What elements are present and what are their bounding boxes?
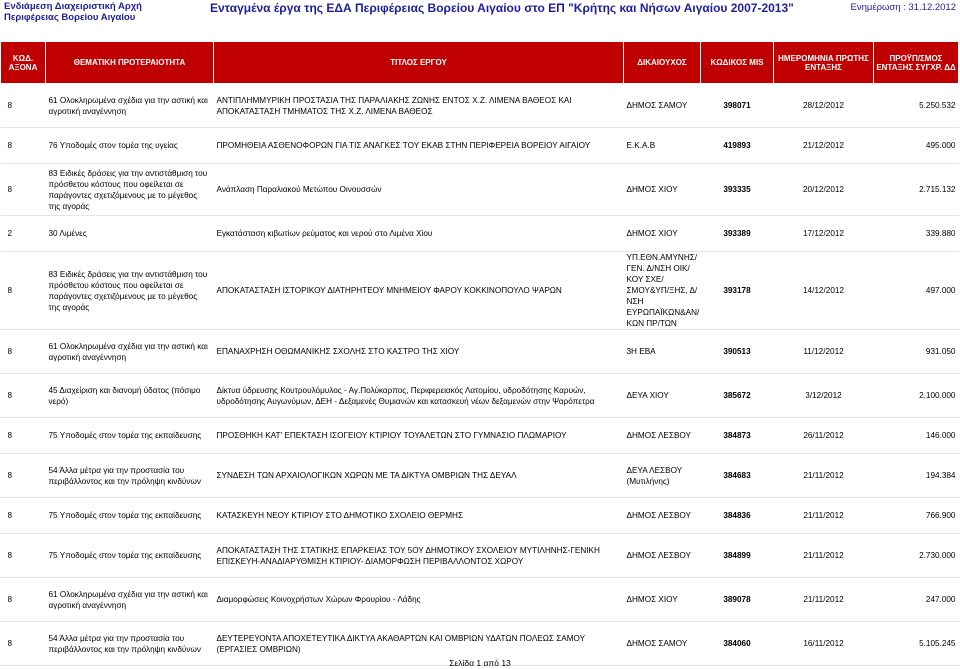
- cell-date: 21/11/2012: [774, 534, 874, 578]
- table-row: [1, 578, 959, 622]
- cell-beneficiary: ΔΗΜΟΣ ΛΕΣΒΟΥ: [624, 498, 701, 534]
- cell-date: 11/12/2012: [774, 330, 874, 374]
- cell-budget: 495.000: [874, 128, 959, 164]
- cell-budget: 2.730.000: [874, 534, 959, 578]
- cell-mis: 384060: [701, 622, 774, 666]
- cell-title: ΑΠΟΚΑΤΑΣΤΑΣΗ ΙΣΤΟΡΙΚΟΥ ΔΙΑΤΗΡΗΤΕΟΥ ΜΝΗΜΕΙΟΥ ΦΑΡΟΥ ΚΟΚΚΙΝΟΠΟΥΛΟ ΨΑΡΩΝ: [214, 252, 624, 330]
- table-row: [1, 534, 959, 578]
- cell-date: 21/11/2012: [774, 578, 874, 622]
- cell-beneficiary: 3Η ΕΒΑ: [624, 330, 701, 374]
- organization-name: [4, 1, 142, 23]
- table-row: [1, 164, 959, 216]
- cell-axis: 8: [1, 498, 46, 534]
- cell-mis: 384683: [701, 454, 774, 498]
- cell-title: ΕΠΑΝΑΧΡΗΣΗ ΟΘΩΜΑΝΙΚΗΣ ΣΧΟΛΗΣ ΣΤΟ ΚΑΣΤΡΟ ΤΗΣ ΧΙΟΥ: [214, 330, 624, 374]
- cell-priority: 61 Ολοκληρωμένα σχέδια για την αστική και αγροτική αναγέννηση: [46, 330, 214, 374]
- col-budget: ΠΡΟΫΠ/ΣΜΟΣ ΕΝΤΑΞΗΣ ΣΥΓΧΡ. ΔΔ: [874, 42, 959, 84]
- cell-budget: 247.000: [874, 578, 959, 622]
- table-row: [1, 84, 959, 128]
- cell-priority: 75 Υποδομές στον τομέα της εκπαίδευσης: [46, 418, 214, 454]
- cell-date: 21/11/2012: [774, 498, 874, 534]
- col-title: ΤΙΤΛΟΣ ΕΡΓΟΥ: [214, 42, 624, 84]
- table-row: [1, 418, 959, 454]
- table-row: [1, 498, 959, 534]
- cell-date: 20/12/2012: [774, 164, 874, 216]
- cell-axis: 8: [1, 374, 46, 418]
- cell-date: 17/12/2012: [774, 216, 874, 252]
- cell-priority: 61 Ολοκληρωμένα σχέδια για την αστική και αγροτική αναγέννηση: [46, 84, 214, 128]
- cell-axis: 8: [1, 330, 46, 374]
- cell-title: ΠΡΟΜΗΘΕΙΑ ΑΣΘΕΝΟΦΟΡΩΝ ΓΙΑ ΤΙΣ ΑΝΑΓΚΕΣ ΤΟΥ ΕΚΑΒ ΣΤΗΝ ΠΕΡΙΦΕΡΕΙΑ ΒΟΡΕΙΟΥ ΑΙΓΑΙΟΥ: [214, 128, 624, 164]
- cell-mis: 393389: [701, 216, 774, 252]
- cell-beneficiary: ΔΕΥΑ ΧΙΟΥ: [624, 374, 701, 418]
- col-priority: ΘΕΜΑΤΙΚΗ ΠΡΟΤΕΡΑΙΟΤΗΤΑ: [46, 42, 214, 84]
- cell-date: 14/12/2012: [774, 252, 874, 330]
- cell-axis: 8: [1, 622, 46, 666]
- cell-priority: 75 Υποδομές στον τομέα της εκπαίδευσης: [46, 534, 214, 578]
- table-body: [1, 84, 959, 666]
- cell-mis: 385672: [701, 374, 774, 418]
- cell-title: ΑΠΟΚΑΤΑΣΤΑΣΗ ΤΗΣ ΣΤΑΤΙΚΗΣ ΕΠΑΡΚΕΙΑΣ ΤΟΥ 5ΟΥ ΔΗΜΟΤΙΚΟΥ ΣΧΟΛΕΙΟΥ ΜΥΤΙΛΗΝΗΣ-ΓΕΝΙΚΗ ΕΠΙΣΚΕΥΗ-ΑΝΑΔΙΑΡΥΘΜΙΣΗ ΚΤΙΡΙΟΥ- ΔΙΑΜΟΡΦΩΣΗ ΠΕΡΙΒΑΛΛΟΝΤΟΣ ΧΩΡΟΥ: [214, 534, 624, 578]
- cell-axis: 8: [1, 534, 46, 578]
- page-footer: Σελίδα 1 από 13: [449, 658, 511, 668]
- cell-priority: 61 Ολοκληρωμένα σχέδια για την αστική και αγροτική αναγέννηση: [46, 578, 214, 622]
- cell-priority: 83 Ειδικές δράσεις για την αντιστάθμιση του πρόσθετου κόστους που οφείλεται σε παράγοντες σχετιζόμενους με το μέγεθος της αγοράς: [46, 252, 214, 330]
- cell-budget: 5.105.245: [874, 622, 959, 666]
- cell-title: ΔΕΥΤΕΡΕΥΟΝΤΑ ΑΠΟΧΕΤΕΥΤΙΚΑ ΔΙΚΤΥΑ ΑΚΑΘΑΡΤΩΝ ΚΑΙ ΟΜΒΡΙΩΝ ΥΔΑΤΩΝ ΠΟΛΕΩΣ ΣΑΜΟΥ (ΕΡΓΑΣΙΕΣ ΟΜΒΡΙΩΝ): [214, 622, 624, 666]
- table-row: [1, 252, 959, 330]
- page-title: Ενταγμένα έργα της ΕΔΑ Περιφέρειας Βορείου Αιγαίου στο ΕΠ "Κρήτης και Νήσων Αιγαίου 2007-2013": [210, 1, 794, 15]
- cell-mis: 398071: [701, 84, 774, 128]
- cell-title: Ανάπλαση Παραλιακού Μετώπου Οινουσσών: [214, 164, 624, 216]
- cell-title: Δίκτυα ύδρευσης Κουτρουλόμυλος - Αγ.Πολύκαρπος, Περιφερειακός Λατομίου, υδροδότησης Καρυών, υδροδότησης Αυγωνύμων, ΔΕΗ - Δεξαμενές Θυμιανών και κατασκευή νέων δεξαμενών στην Ψαρόπετρα: [214, 374, 624, 418]
- cell-axis: 8: [1, 418, 46, 454]
- cell-budget: 146.000: [874, 418, 959, 454]
- table-row: [1, 128, 959, 164]
- cell-beneficiary: ΔΗΜΟΣ ΛΕΣΒΟΥ: [624, 418, 701, 454]
- table-row: [1, 216, 959, 252]
- cell-priority: 45 Διαχείριση και διανομή ύδατος (πόσιμο νερό): [46, 374, 214, 418]
- cell-beneficiary: Ε.Κ.Α.Β: [624, 128, 701, 164]
- cell-beneficiary: ΔΗΜΟΣ ΣΑΜΟΥ: [624, 622, 701, 666]
- cell-mis: 393178: [701, 252, 774, 330]
- cell-beneficiary: ΥΠ.ΕΘΝ.ΑΜΥΝΗΣ/ΓΕΝ. Δ/ΝΣΗ ΟΙΚ/ΚΟΥ ΣΧΕ/ΣΜΟΥ&ΥΠ/ΞΗΣ, Δ/ΝΣΗ ΕΥΡΩΠΑΪΚΩΝ&ΑΝ/ΚΩΝ ΠΡ/ΤΩΝ: [624, 252, 701, 330]
- cell-priority: 75 Υποδομές στον τομέα της εκπαίδευσης: [46, 498, 214, 534]
- cell-date: 28/12/2012: [774, 84, 874, 128]
- cell-mis: 384873: [701, 418, 774, 454]
- cell-axis: 8: [1, 252, 46, 330]
- col-axis: ΚΩΔ. ΑΞΟΝΑ: [1, 42, 46, 84]
- cell-axis: 8: [1, 454, 46, 498]
- table-row: [1, 374, 959, 418]
- table-row: [1, 330, 959, 374]
- cell-mis: 384836: [701, 498, 774, 534]
- table-header-row: [1, 42, 959, 84]
- cell-axis: 8: [1, 128, 46, 164]
- org-line-2: Περιφέρειας Βορείου Αιγαίου: [4, 12, 136, 23]
- cell-axis: 2: [1, 216, 46, 252]
- cell-mis: 389078: [701, 578, 774, 622]
- cell-beneficiary: ΔΗΜΟΣ ΛΕΣΒΟΥ: [624, 534, 701, 578]
- table-row: [1, 454, 959, 498]
- cell-axis: 8: [1, 578, 46, 622]
- cell-title: ΚΑΤΑΣΚΕΥΗ ΝΕΟΥ ΚΤΙΡΙΟΥ ΣΤΟ ΔΗΜΟΤΙΚΟ ΣΧΟΛΕΙΟ ΘΕΡΜΗΣ: [214, 498, 624, 534]
- cell-mis: 419893: [701, 128, 774, 164]
- cell-budget: 339.880: [874, 216, 959, 252]
- cell-budget: 5.250.532: [874, 84, 959, 128]
- cell-budget: 2.100.000: [874, 374, 959, 418]
- cell-beneficiary: ΔΗΜΟΣ ΧΙΟΥ: [624, 216, 701, 252]
- cell-budget: 931.050: [874, 330, 959, 374]
- cell-axis: 8: [1, 164, 46, 216]
- cell-axis: 8: [1, 84, 46, 128]
- cell-priority: 76 Υποδομές στον τομέα της υγείας: [46, 128, 214, 164]
- cell-date: 21/12/2012: [774, 128, 874, 164]
- cell-date: 21/11/2012: [774, 454, 874, 498]
- col-date: ΗΜΕΡΟΜΗΝΙΑ ΠΡΩΤΗΣ ΕΝΤΑΞΗΣ: [774, 42, 874, 84]
- cell-mis: 384899: [701, 534, 774, 578]
- cell-priority: 30 Λιμένες: [46, 216, 214, 252]
- cell-beneficiary: ΔΗΜΟΣ ΣΑΜΟΥ: [624, 84, 701, 128]
- cell-title: ΑΝΤΙΠΛΗΜΜΥΡΙΚΗ ΠΡΟΣΤΑΣΙΑ ΤΗΣ ΠΑΡΑΛΙΑΚΗΣ ΖΩΝΗΣ ΕΝΤΟΣ Χ.Ζ. ΛΙΜΕΝΑ ΒΑΘΕΟΣ ΚΑΙ ΑΠΟΚΑΤΑΣΤΑΣΗ ΤΜΗΜΑΤΟΣ ΤΗΣ Χ.Ζ. ΛΙΜΕΝΑ ΒΑΘΕΟΣ: [214, 84, 624, 128]
- projects-table: [0, 41, 959, 666]
- org-line-1: Ενδιάμεση Διαχειριστική Αρχή: [4, 1, 142, 12]
- col-beneficiary: ΔΙΚΑΙΟΥΧΟΣ: [624, 42, 701, 84]
- cell-beneficiary: ΔΗΜΟΣ ΧΙΟΥ: [624, 164, 701, 216]
- cell-budget: 497.000: [874, 252, 959, 330]
- cell-title: ΣΥΝΔΕΣΗ ΤΩΝ ΑΡΧΑΙΟΛΟΓΙΚΩΝ ΧΩΡΩΝ ΜΕ ΤΑ ΔΙΚΤΥΑ ΟΜΒΡΙΩΝ ΤΗΣ ΔΕΥΑΛ: [214, 454, 624, 498]
- cell-title: Εγκατάσταση κιβωτίων ρεύματος και νερού στο Λιμένα Χίου: [214, 216, 624, 252]
- cell-mis: 390513: [701, 330, 774, 374]
- cell-priority: 83 Ειδικές δράσεις για την αντιστάθμιση του πρόσθετου κόστους που οφείλεται σε παράγοντες σχετιζόμενους με το μέγεθος της αγοράς: [46, 164, 214, 216]
- cell-priority: 54 Άλλα μέτρα για την προστασία του περιβάλλοντος και την πρόληψη κινδύνων: [46, 454, 214, 498]
- cell-priority: 54 Άλλα μέτρα για την προστασία του περιβάλλοντος και την πρόληψη κινδύνων: [46, 622, 214, 666]
- cell-budget: 2.715.132: [874, 164, 959, 216]
- cell-beneficiary: ΔΕΥΑ ΛΕΣΒΟΥ (Μυτιλήνης): [624, 454, 701, 498]
- cell-date: 26/11/2012: [774, 418, 874, 454]
- cell-budget: 194.384: [874, 454, 959, 498]
- cell-budget: 766.900: [874, 498, 959, 534]
- cell-date: 16/11/2012: [774, 622, 874, 666]
- cell-date: 3/12/2012: [774, 374, 874, 418]
- cell-beneficiary: ΔΗΜΟΣ ΧΙΟΥ: [624, 578, 701, 622]
- cell-title: ΠΡΟΣΘΗΚΗ ΚΑΤ' ΕΠΕΚΤΑΣΗ ΙΣΟΓΕΙΟΥ ΚΤΙΡΙΟΥ ΤΟΥΑΛΕΤΩΝ ΣΤΟ ΓΥΜΝΑΣΙΟ ΠΛΩΜΑΡΙΟΥ: [214, 418, 624, 454]
- col-mis: ΚΩΔΙΚΟΣ MIS: [701, 42, 774, 84]
- update-date: Ενημέρωση : 31.12.2012: [850, 2, 956, 13]
- cell-mis: 393335: [701, 164, 774, 216]
- cell-title: Διαμορφώσεις Κοινοχρήστων Χώρων Φρουρίου - Λάδης: [214, 578, 624, 622]
